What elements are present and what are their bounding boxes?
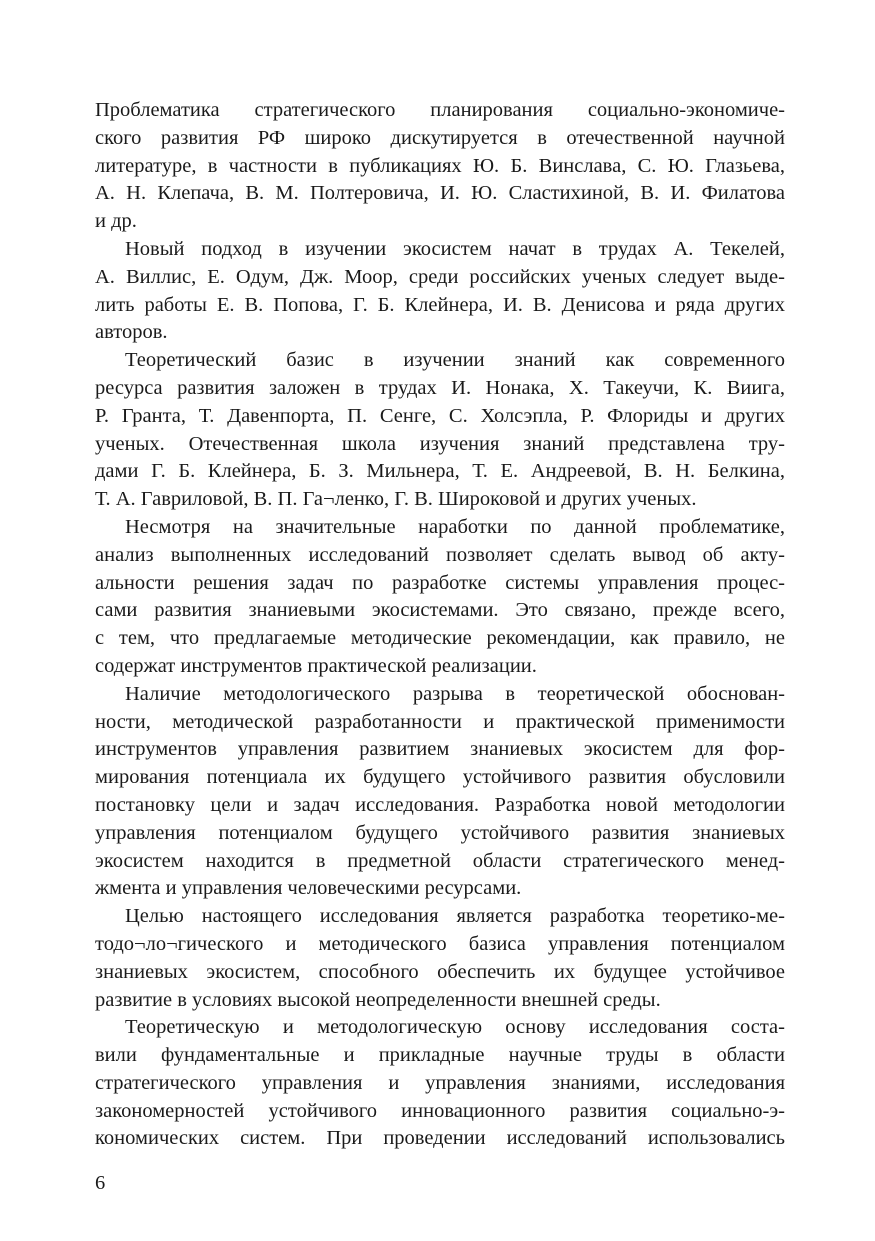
text-line: мирования потенциала их будущего устойчивого развития обусловили	[95, 766, 785, 789]
text-line: постановку цели и задач исследования. Разработка новой методологии	[95, 793, 785, 816]
paragraph	[95, 1014, 785, 1153]
text-line: Несмотря на значительные наработки по данной проблематике,	[125, 515, 785, 538]
text-line: дами Г. Б. Клейнера, Б. З. Мильнера, Т. Е. Андреевой, В. Н. Белкина,	[95, 460, 785, 483]
page-number: 6	[95, 1172, 106, 1194]
text-line: Р. Гранта, Т. Давенпорта, П. Сенге, С. Холсэпла, Р. Флориды и других	[95, 404, 785, 427]
text-line: жмента и управления человеческими ресурсами.	[95, 877, 522, 900]
paragraph	[95, 681, 785, 903]
text-line: ского развития РФ широко дискутируется в отечественной научной	[95, 126, 785, 149]
text-line: Т. А. Гавриловой, В. П. Га¬ленко, Г. В. Широковой и других ученых.	[95, 488, 697, 511]
paragraph	[95, 236, 785, 347]
text-line: авторов.	[95, 321, 168, 344]
text-line: А. Виллис, Е. Одум, Дж. Моор, среди российских ученых следует выде-	[95, 265, 785, 288]
text-line: альности решения задач по разработке системы управления процес-	[95, 571, 785, 594]
text-line: стратегического управления и управления знаниями, исследования	[95, 1071, 785, 1094]
text-line: развитие в условиях высокой неопределенности внешней среды.	[95, 988, 661, 1011]
text-line: сами развития знаниевыми экосистемами. Это связано, прежде всего,	[95, 599, 785, 622]
text-line: Теоретическую и методологическую основу исследования соста-	[125, 1016, 785, 1039]
text-line: Проблематика стратегического планирования социально-экономиче-	[95, 99, 785, 121]
text-line: закономерностей устойчивого инновационного развития социально-э-	[95, 1099, 785, 1122]
text-line: литературе, в частности в публикациях Ю. Б. Винслава, С. Ю. Глазьева,	[95, 154, 785, 177]
text-line: содержат инструментов практической реализации.	[95, 654, 537, 677]
text-line: ресурса развития заложен в трудах И. Нонака, Х. Такеучи, К. Виига,	[95, 376, 785, 399]
text-line: лить работы Е. В. Попова, Г. Б. Клейнера, И. В. Денисова и ряда других	[95, 293, 785, 316]
text-line: вили фундаментальные и прикладные научные труды в области	[95, 1044, 785, 1067]
text-line: с тем, что предлагаемые методические рекомендации, как правило, не	[95, 627, 785, 650]
text-line: экосистем находится в предметной области стратегического менед-	[95, 849, 785, 872]
text-line: инструментов управления развитием знаниевых экосистем для фор-	[95, 738, 785, 761]
text-line: кономических систем. При проведении исследований использовались	[95, 1127, 785, 1150]
text-line: знаниевых экосистем, способного обеспечить их будущее устойчивое	[95, 960, 785, 983]
text-line: ученых. Отечественная школа изучения знаний представлена тру-	[95, 432, 785, 455]
text-line: ности, методической разработанности и практической применимости	[95, 710, 785, 733]
paragraph	[95, 97, 785, 236]
paragraph	[95, 514, 785, 681]
text-line: Наличие методологического разрыва в теоретической обоснован-	[125, 682, 785, 705]
text-line: тодо¬ло¬гического и методического базиса управления потенциалом	[95, 932, 785, 955]
paragraph	[95, 903, 785, 1014]
text-line: управления потенциалом будущего устойчивого развития знаниевых	[95, 821, 785, 844]
page-body	[95, 97, 785, 1153]
text-line: анализ выполненных исследований позволяет сделать вывод об акту-	[95, 543, 785, 566]
text-line: Новый подход в изучении экосистем начат в трудах А. Текелей,	[125, 237, 785, 260]
text-line: А. Н. Клепача, В. М. Полтеровича, И. Ю. Сластихиной, В. И. Филатова	[95, 182, 785, 205]
text-line: Целью настоящего исследования является разработка теоретико-ме-	[125, 905, 785, 928]
text-line: и др.	[95, 210, 137, 233]
paragraph	[95, 347, 785, 514]
text-line: Теоретический базис в изучении знаний как современного	[125, 349, 785, 372]
